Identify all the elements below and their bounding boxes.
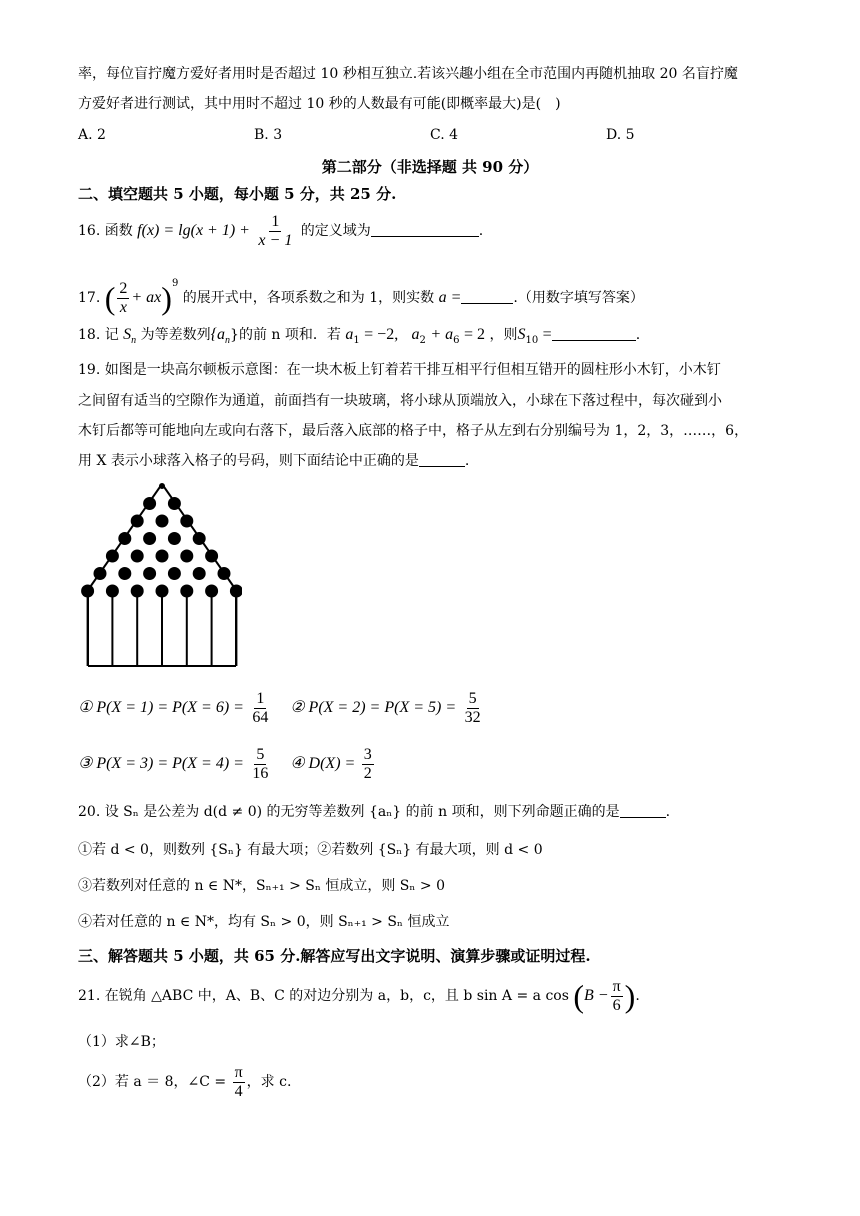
q20-statement4: ④若对任意的 n ∈ N*，均有 Sₙ > 0，则 Sₙ₊₁ > Sₙ 恒成立 (78, 914, 450, 930)
q19-statement3: ③ P(X = 3) = P(X = 4) = (78, 755, 244, 772)
q19-line1: 19. 如图是一块高尔顿板示意图：在一块木板上钉着若干排互相平行但相互错开的圆柱形小木钉，小木钉 (78, 362, 721, 378)
q17-prefix: 17. (78, 290, 101, 306)
q16-denominator: x − 1 (258, 231, 293, 249)
galton-peg (180, 550, 193, 563)
q18-text5: = (542, 326, 552, 343)
q16-end: . (478, 223, 484, 239)
q19-line2: 之间留有适当的空隙作为通道，前面挡有一块玻璃，将小球从顶端放入，小球在下落过程中，每次碰到小 (78, 393, 722, 409)
galton-peg (168, 532, 181, 545)
q21-part2-den: 4 (234, 1082, 243, 1100)
q21-fraction (611, 978, 623, 1015)
galton-peg (143, 532, 156, 545)
q20-statement1-2: ①若 d < 0，则数列 {Sₙ} 有最大项；②若数列 {Sₙ} 有最大项，则 d < 0 (78, 842, 543, 858)
q18-text2: 为等差数列 (140, 327, 211, 343)
q18-cond1b: = −2, (364, 326, 399, 343)
galton-peg (205, 550, 218, 563)
q18-cond1: a (345, 326, 354, 343)
galton-peg (131, 550, 144, 563)
galton-peg (156, 550, 169, 563)
q19-s2-fraction (463, 690, 483, 727)
q16-fraction (256, 213, 294, 250)
q19-s4-num: 3 (363, 745, 372, 763)
q19-statement4: ④ D(X) = (290, 755, 356, 772)
q16 (78, 212, 483, 250)
q16-suffix: 的定义域为 (300, 223, 371, 239)
q18-cond2: a (411, 326, 420, 343)
q21-den: 6 (612, 996, 621, 1014)
section3-heading: 三、解答题共 5 小题，共 65 分.解答应写出文字说明、演算步骤或证明过程. (78, 947, 591, 965)
q16-prefix: 16. 函数 (78, 223, 133, 239)
q19-s1-den: 64 (252, 708, 269, 726)
q21-inner: B − (584, 987, 609, 1004)
galton-peg (118, 567, 131, 580)
q18-blank (552, 326, 636, 341)
galton-peg (131, 515, 144, 528)
q17-blank (461, 289, 513, 304)
galton-peg (218, 567, 231, 580)
q21-line1 (78, 974, 640, 1018)
q21-left-paren: ( (573, 978, 585, 1014)
galton-board-figure (80, 478, 242, 670)
q19-s4-fraction (362, 746, 374, 783)
q19-s3-num: 5 (256, 745, 265, 763)
q19-s2-num: 5 (468, 689, 477, 707)
q21-part2-text: （2）若 a ＝ 8，∠C = (78, 1074, 227, 1090)
galton-peg (118, 532, 131, 545)
q17-end: .（用数字填写答案） (513, 290, 644, 306)
galton-peg (159, 483, 165, 489)
q19-s3-fraction (250, 746, 270, 783)
q19-line4-text: 用 X 表示小球落入格子的号码，则下面结论中正确的是 (78, 453, 419, 469)
q17-var: a = (438, 289, 462, 306)
q21-part2-fraction (233, 1064, 245, 1101)
galton-peg (106, 550, 119, 563)
q19-statements-row2 (78, 742, 376, 786)
galton-peg (193, 567, 206, 580)
q21-part1: （1）求∠B； (78, 1034, 165, 1050)
q18-text3: }的前 n 项和．若 (230, 327, 341, 343)
q19-statements-row1 (78, 686, 485, 730)
q19-s1-num: 1 (256, 689, 265, 707)
q21-num: π (612, 977, 621, 995)
q19-end: . (464, 453, 470, 469)
q18-cond2c: = 2 (464, 326, 486, 343)
q19-line4 (78, 451, 469, 471)
galton-peg (193, 532, 206, 545)
q15-option-c: C. 4 (430, 127, 459, 143)
galton-peg (94, 567, 107, 580)
q19-s2-den: 32 (464, 708, 481, 726)
q18-text4: ，则 (489, 327, 518, 343)
q15-option-d: D. 5 (606, 127, 635, 143)
q16-function: f(x) = lg(x + 1) + (137, 222, 250, 239)
q17-left-paren: ( (104, 280, 116, 316)
q20-end: . (665, 804, 671, 820)
q19-statement2: ② P(X = 2) = P(X = 5) = (290, 699, 457, 716)
q17-inner: + ax (131, 289, 162, 306)
q15-option-a: A. 2 (78, 127, 106, 143)
q17-exponent: 9 (171, 278, 179, 289)
q20-line1 (78, 802, 670, 822)
q15-option-b: B. 3 (254, 127, 283, 143)
galton-peg (143, 567, 156, 580)
q19-s4-den: 2 (363, 764, 372, 782)
q18-sn: S (123, 326, 132, 343)
q17-fraction (117, 280, 129, 317)
q21-part2-num: π (234, 1063, 243, 1081)
q16-numerator: 1 (271, 212, 280, 230)
galton-peg (156, 515, 169, 528)
galton-peg (180, 515, 193, 528)
q21-text: 21. 在锐角 △ABC 中，A、B、C 的对边分别为 a，b，c，且 b sin A = a cos (78, 988, 569, 1004)
q21-right-paren: ) (624, 978, 636, 1014)
galton-peg (168, 567, 181, 580)
galton-peg (143, 497, 156, 510)
q19-blank (419, 452, 465, 467)
q20-line1-text: 20. 设 Sₙ 是公差为 d(d ≠ 0) 的无穷等差数列 {aₙ} 的前 n 项和，则下列命题正确的是 (78, 804, 620, 820)
q18: 18. 记 $S_n$ 为等差数列$\{a_n\}$的前 n 项和．若 $a_1 = -2$, $a_2 + a_6 = 2$ ，则$S_{10}$ = . (78, 326, 641, 346)
q20-statement3: ③若数列对任意的 n ∈ N*，Sₙ₊₁ > Sₙ 恒成立，则 Sₙ > 0 (78, 878, 445, 894)
q17-numerator: 2 (119, 279, 128, 297)
q17-right-paren: ) (161, 280, 172, 316)
section2-heading: 二、填空题共 5 小题，每小题 5 分，共 25 分. (78, 185, 397, 203)
q15-text-line2: 方爱好者进行测试，其中用时不超过 10 秒的人数最有可能(即概率最大)是( ) (78, 96, 561, 112)
q19-s3-den: 16 (252, 764, 269, 782)
q21-part2-end: ，求 c. (246, 1074, 292, 1090)
q19-statement1: ① P(X = 1) = P(X = 6) = (78, 699, 244, 716)
q21-end: . (635, 988, 640, 1004)
q17 (78, 262, 644, 320)
q20-blank (620, 803, 666, 818)
q16-blank (371, 222, 479, 237)
q18-end: . (635, 327, 641, 343)
q17-text: 的展开式中，各项系数之和为 1，则实数 (182, 290, 435, 306)
q15-text-line1: 率，每位盲拧魔方爱好者用时是否超过 10 秒相互独立.若该兴趣小组在全市范围内再随机抽取 20 名盲拧魔 (78, 66, 738, 82)
q21-part2 (78, 1060, 291, 1104)
q19-line3: 木钉后都等可能地向左或向右落下，最后落入底部的格子中，格子从左到右分别编号为 1，2，3，……，6， (78, 423, 749, 439)
galton-peg (168, 497, 181, 510)
q18-cond2b: + a (430, 326, 454, 343)
q19-s1-fraction (250, 690, 270, 727)
part2-title: 第二部分（非选择题 共 90 分） (321, 158, 539, 176)
q18-text1: 18. 记 (78, 327, 119, 343)
q18-seq: {a (210, 326, 226, 343)
q18-s10: S (517, 326, 526, 343)
q17-denominator: x (119, 298, 127, 316)
